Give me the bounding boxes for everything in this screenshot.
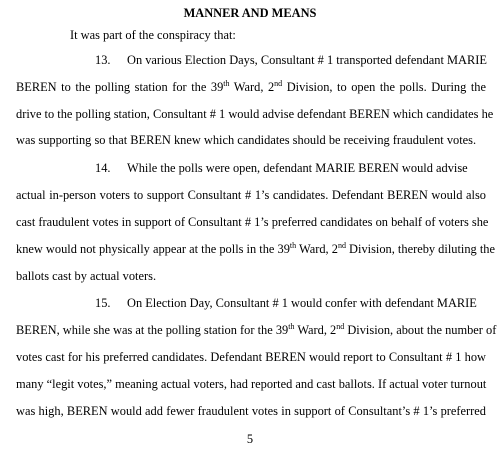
- paragraph-13-line-2: BEREN to the polling station for the 39th Ward, 2nd Division, to open the polls. During the: [16, 78, 486, 94]
- paragraph-15-line-3: votes cast for his preferred candidates. Defendant BEREN would report to Consultant # 1 how: [16, 350, 486, 364]
- paragraph-number: 14.: [95, 161, 111, 175]
- paragraph-number: 15.: [95, 296, 111, 310]
- paragraph-14-line-3: cast fraudulent votes in support of Consultant # 1’s preferred candidates on behalf of voters she: [16, 215, 489, 229]
- paragraph-15-line-2: BEREN, while she was at the polling station for the 39th Ward, 2nd Division, about the number of: [16, 321, 497, 337]
- paragraph-14-line-2: actual in-person voters to support Consultant # 1’s candidates. Defendant BEREN would also: [16, 188, 486, 202]
- paragraph-13-line-4: was supporting so that BEREN knew which candidates should be receiving fraudulent votes.: [16, 133, 477, 147]
- paragraph-15-line-5: was high, BEREN would add fewer fraudulent votes in support of Consultant’s # 1’s preferred: [16, 404, 486, 418]
- paragraph-13-line-1: [95, 52, 486, 68]
- paragraph-14-line-5: ballots cast by actual voters.: [16, 269, 157, 283]
- paragraph-14-line-4: knew would not physically appear at the polls in the 39th Ward, 2nd Division, thereby diluting the: [16, 240, 495, 256]
- paragraph-text: On various Election Days, Consultant # 1 transported defendant MARIE: [127, 53, 487, 67]
- intro-sentence: It was part of the conspiracy that:: [70, 28, 236, 42]
- section-heading: MANNER AND MEANS: [183, 6, 317, 20]
- paragraph-15-line-4: many “legit votes,” meaning actual voters, had reported and cast ballots. If actual voter turnout: [16, 377, 487, 391]
- page-number: 5: [246, 432, 254, 446]
- paragraph-text: On Election Day, Consultant # 1 would confer with defendant MARIE: [127, 296, 477, 310]
- paragraph-13-line-3: drive to the polling station, Consultant # 1 would advise defendant BEREN which candidates he: [16, 107, 494, 121]
- paragraph-text: While the polls were open, defendant MARIE BEREN would advise: [127, 161, 468, 175]
- paragraph-15-line-1: [95, 295, 486, 311]
- paragraph-14-line-1: [95, 160, 486, 176]
- paragraph-number: 13.: [95, 53, 111, 67]
